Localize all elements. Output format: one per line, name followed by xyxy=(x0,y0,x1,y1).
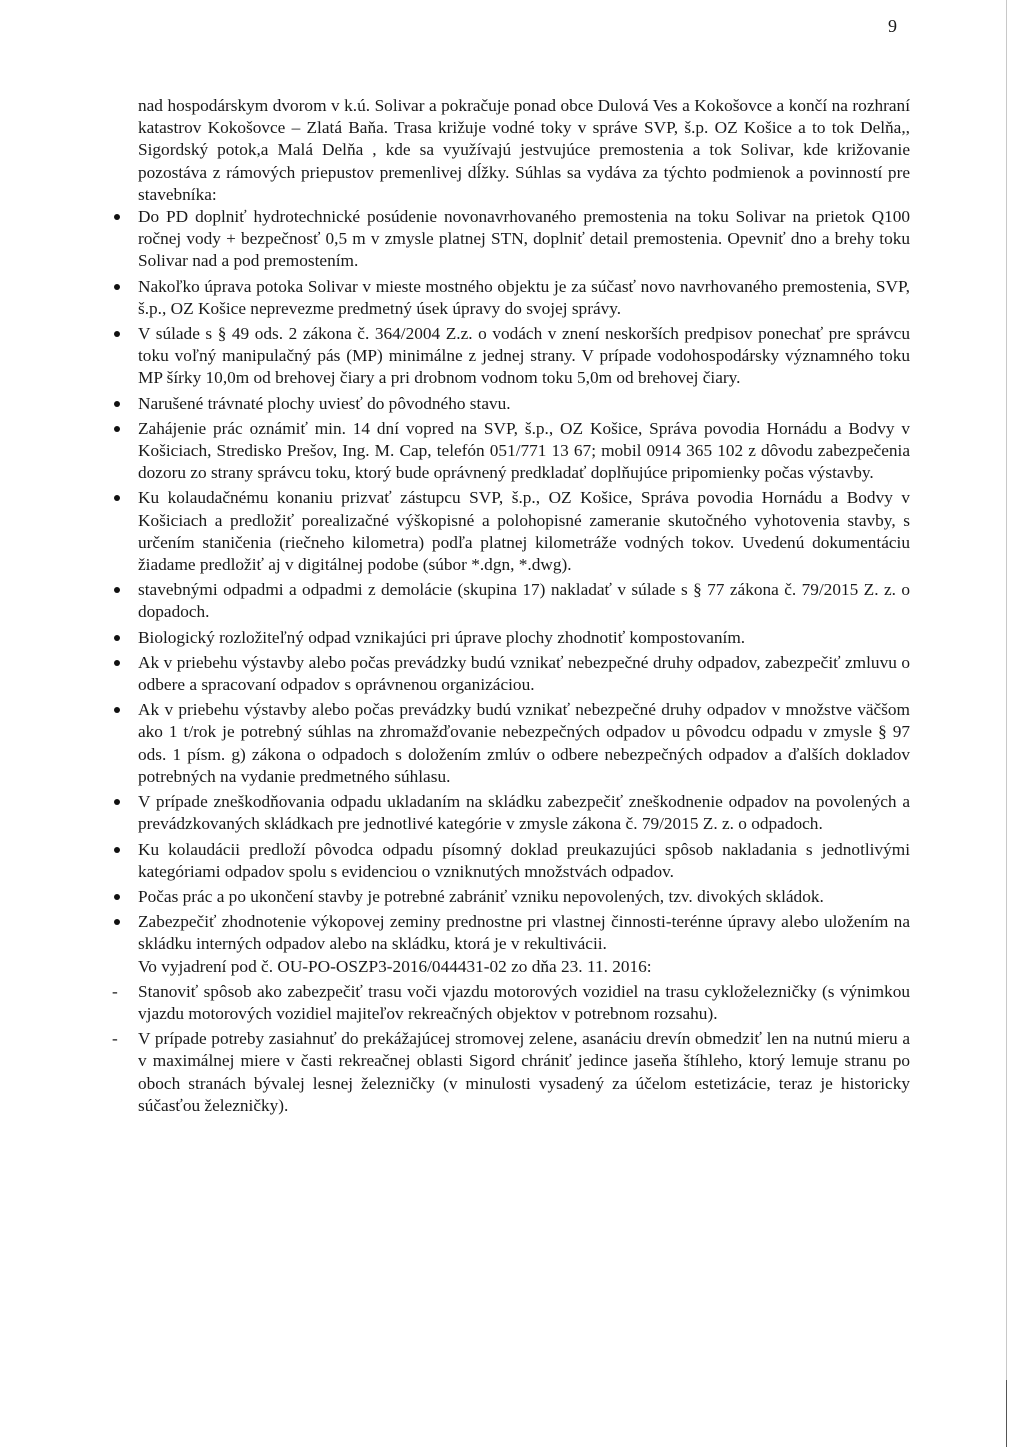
statement-text: Stanoviť spôsob ako zabezpečiť trasu voči vjazdu motorových vozidiel na trasu cykloželezničky (s výnimkou vjazdu motorových vozidiel majiteľov rekreačných objektov v potrebnom rozsahu). xyxy=(138,981,910,1023)
list-item xyxy=(110,652,910,696)
condition-text: Zahájenie prác oznámiť min. 14 dní vopred na SVP, š.p., OZ Košice, Správa povodia Hornádu a Bodvy v Košiciach, Stredisko Prešov, Ing. M. Cap, telefón 051/771 13 67; mobil 0914 365 102 z dôvodu zabezpečenia dozoru zo strany správcu toku, ktorý bude oprávnený predkladať doplňujúce pripomienky počas výstavby. xyxy=(138,418,910,483)
condition-text: Ku kolaudačnému konaniu prizvať zástupcu SVP, š.p., OZ Košice, Správa povodia Hornádu a Bodvy v Košiciach a predložiť porealizačné výškopisné a polohopisné zameranie skutočného vyhotovenia stavby, s určením staničenia (riečneho kilometra) podľa platnej kilometráže vodných tokov. Uvedenú dokumentáciu žiadame predložiť aj v digitálnej podobe (súbor *.dgn, *.dwg). xyxy=(138,488,910,575)
list-item xyxy=(110,791,910,835)
statement-text: V prípade potreby zasiahnuť do prekážajúcej stromovej zelene, asanáciu drevín obmedziť len na nutnú mieru a v maximálnej miere v časti rekreačnej oblasti Sigord chrániť jedince jaseňa štíhleho, ktorý lemuje stranu po oboch stranách bývalej lesnej železničky (v minulosti vysadený za účelom estetizácie, teraz je historicky súčasťou železničky). xyxy=(138,1029,910,1115)
condition-text: Zabezpečiť zhodnotenie výkopovej zeminy prednostne pri vlastnej činnosti-terénne úpravy alebo uložením na skládku interných odpadov alebo na skládku, ktorá je v rekultivácii. xyxy=(138,912,910,954)
condition-text: Narušené trávnaté plochy uviesť do pôvodného stavu. xyxy=(138,393,511,413)
list-item xyxy=(110,323,910,390)
condition-text: Do PD doplniť hydrotechnické posúdenie novonavrhovaného premostenia na toku Solivar na prietok Q100 ročnej vody + bezpečnosť 0,5 m v zmysle platnej STN, doplniť detail premostenia. Opevniť dno a brehy toku Solivar nad a pod premostením. xyxy=(138,207,910,271)
list-item xyxy=(110,911,910,955)
condition-text: Ak v priebehu výstavby alebo počas prevádzky budú vznikať nebezpečné druhy odpadov v množstve väčšom ako 1 t/rok je potrebný súhlas na zhromažďovanie nebezpečných odpadov u pôvodcu odpadu v zmysle § 97 ods. 1 písm. g) zákona o odpadoch s doložením zmlúv o odbere nebezpečných odpadov a ďalších dokladov potrebných na vydanie predmetného súhlasu. xyxy=(138,700,910,786)
condition-text: stavebnými odpadmi a odpadmi z demolácie (skupina 17) nakladať v súlade s § 77 zákona č. 79/2015 Z. z. o dopadoch. xyxy=(138,580,910,622)
document-body xyxy=(110,95,910,1120)
page-number: 9 xyxy=(888,16,897,36)
list-item xyxy=(110,487,910,576)
statement-intro: Vo vyjadrení pod č. OU-PO-OSZP3-2016/044431-02 zo dňa 23. 11. 2016: xyxy=(138,956,652,976)
intro-paragraph: nad hospodárskym dvorom v k.ú. Solivar a pokračuje ponad obce Dulová Ves a Kokošovce a končí na rozhraní katastrov Kokošovce – Zlatá Baňa. Trasa križuje vodné toky v správe SVP, š.p. OZ Košice a to tok Delňa,, Sigordský potok,a Malá Delňa , kde sa využívajú jestvujúce premostenia a tok Solivar, kde križovanie pozostáva z rámových priepustov premenlivej dĺžky. Súhlas sa vydáva za týchto podmienok a povinností pre stavebníka: xyxy=(138,96,910,204)
list-item xyxy=(110,839,910,883)
conditions-list xyxy=(110,206,910,956)
condition-text: Biologický rozložiteľný odpad vznikajúci pri úprave plochy zhodnotiť kompostovaním. xyxy=(138,627,746,647)
condition-text: Ku kolaudácii predloží pôvodca odpadu písomný doklad preukazujúci spôsob nakladania s jednotlivými kategóriami odpadov spolu s evidenciou o vzniknutých množstvách odpadov. xyxy=(138,839,910,881)
list-item xyxy=(110,886,910,908)
scan-edge-mark xyxy=(1006,1380,1007,1447)
condition-text: V súlade s § 49 ods. 2 zákona č. 364/2004 Z.z. o vodách v znení neskorších predpisov ponechať pre správcu toku voľný manipulačný pás (MP) minimálne z jednej strany. V prípade vodohospodársky významného toku MP šírky 10,0m od brehovej čiary a pri drobnom vodnom toku 5,0m od brehovej čiary. xyxy=(138,324,910,388)
list-item xyxy=(110,1028,910,1117)
condition-text: Ak v priebehu výstavby alebo počas prevádzky budú vznikať nebezpečné druhy odpadov, zabezpečiť zmluvu o odbere a spracovaní odpadov s oprávnenou organizáciou. xyxy=(138,652,910,695)
list-item xyxy=(110,579,910,623)
list-item xyxy=(110,627,910,649)
statement-list xyxy=(110,981,910,1117)
list-item xyxy=(110,418,910,485)
list-item xyxy=(110,393,910,415)
condition-text: Nakoľko úprava potoka Solivar v mieste mostného objektu je za súčasť novo navrhovaného premostenia, SVP, š.p., OZ Košice neprevezme predmetný úsek úpravy do svojej správy. xyxy=(138,276,910,318)
condition-text: V prípade zneškodňovania odpadu ukladaním na skládku zabezpečiť zneškodnenie odpadov na povolených a prevádzkovaných skládkach pre jednotlivé kategórie v zmysle zákona č. 79/2015 Z. z. o odpadoch. xyxy=(138,792,910,834)
list-item xyxy=(110,206,910,273)
list-item xyxy=(110,699,910,788)
condition-text: Počas prác a po ukončení stavby je potrebné zabrániť vzniku nepovolených, tzv. divokých skládok. xyxy=(138,886,824,906)
list-item xyxy=(110,981,910,1025)
list-item xyxy=(110,276,910,320)
scan-edge-line xyxy=(1006,0,1007,1447)
